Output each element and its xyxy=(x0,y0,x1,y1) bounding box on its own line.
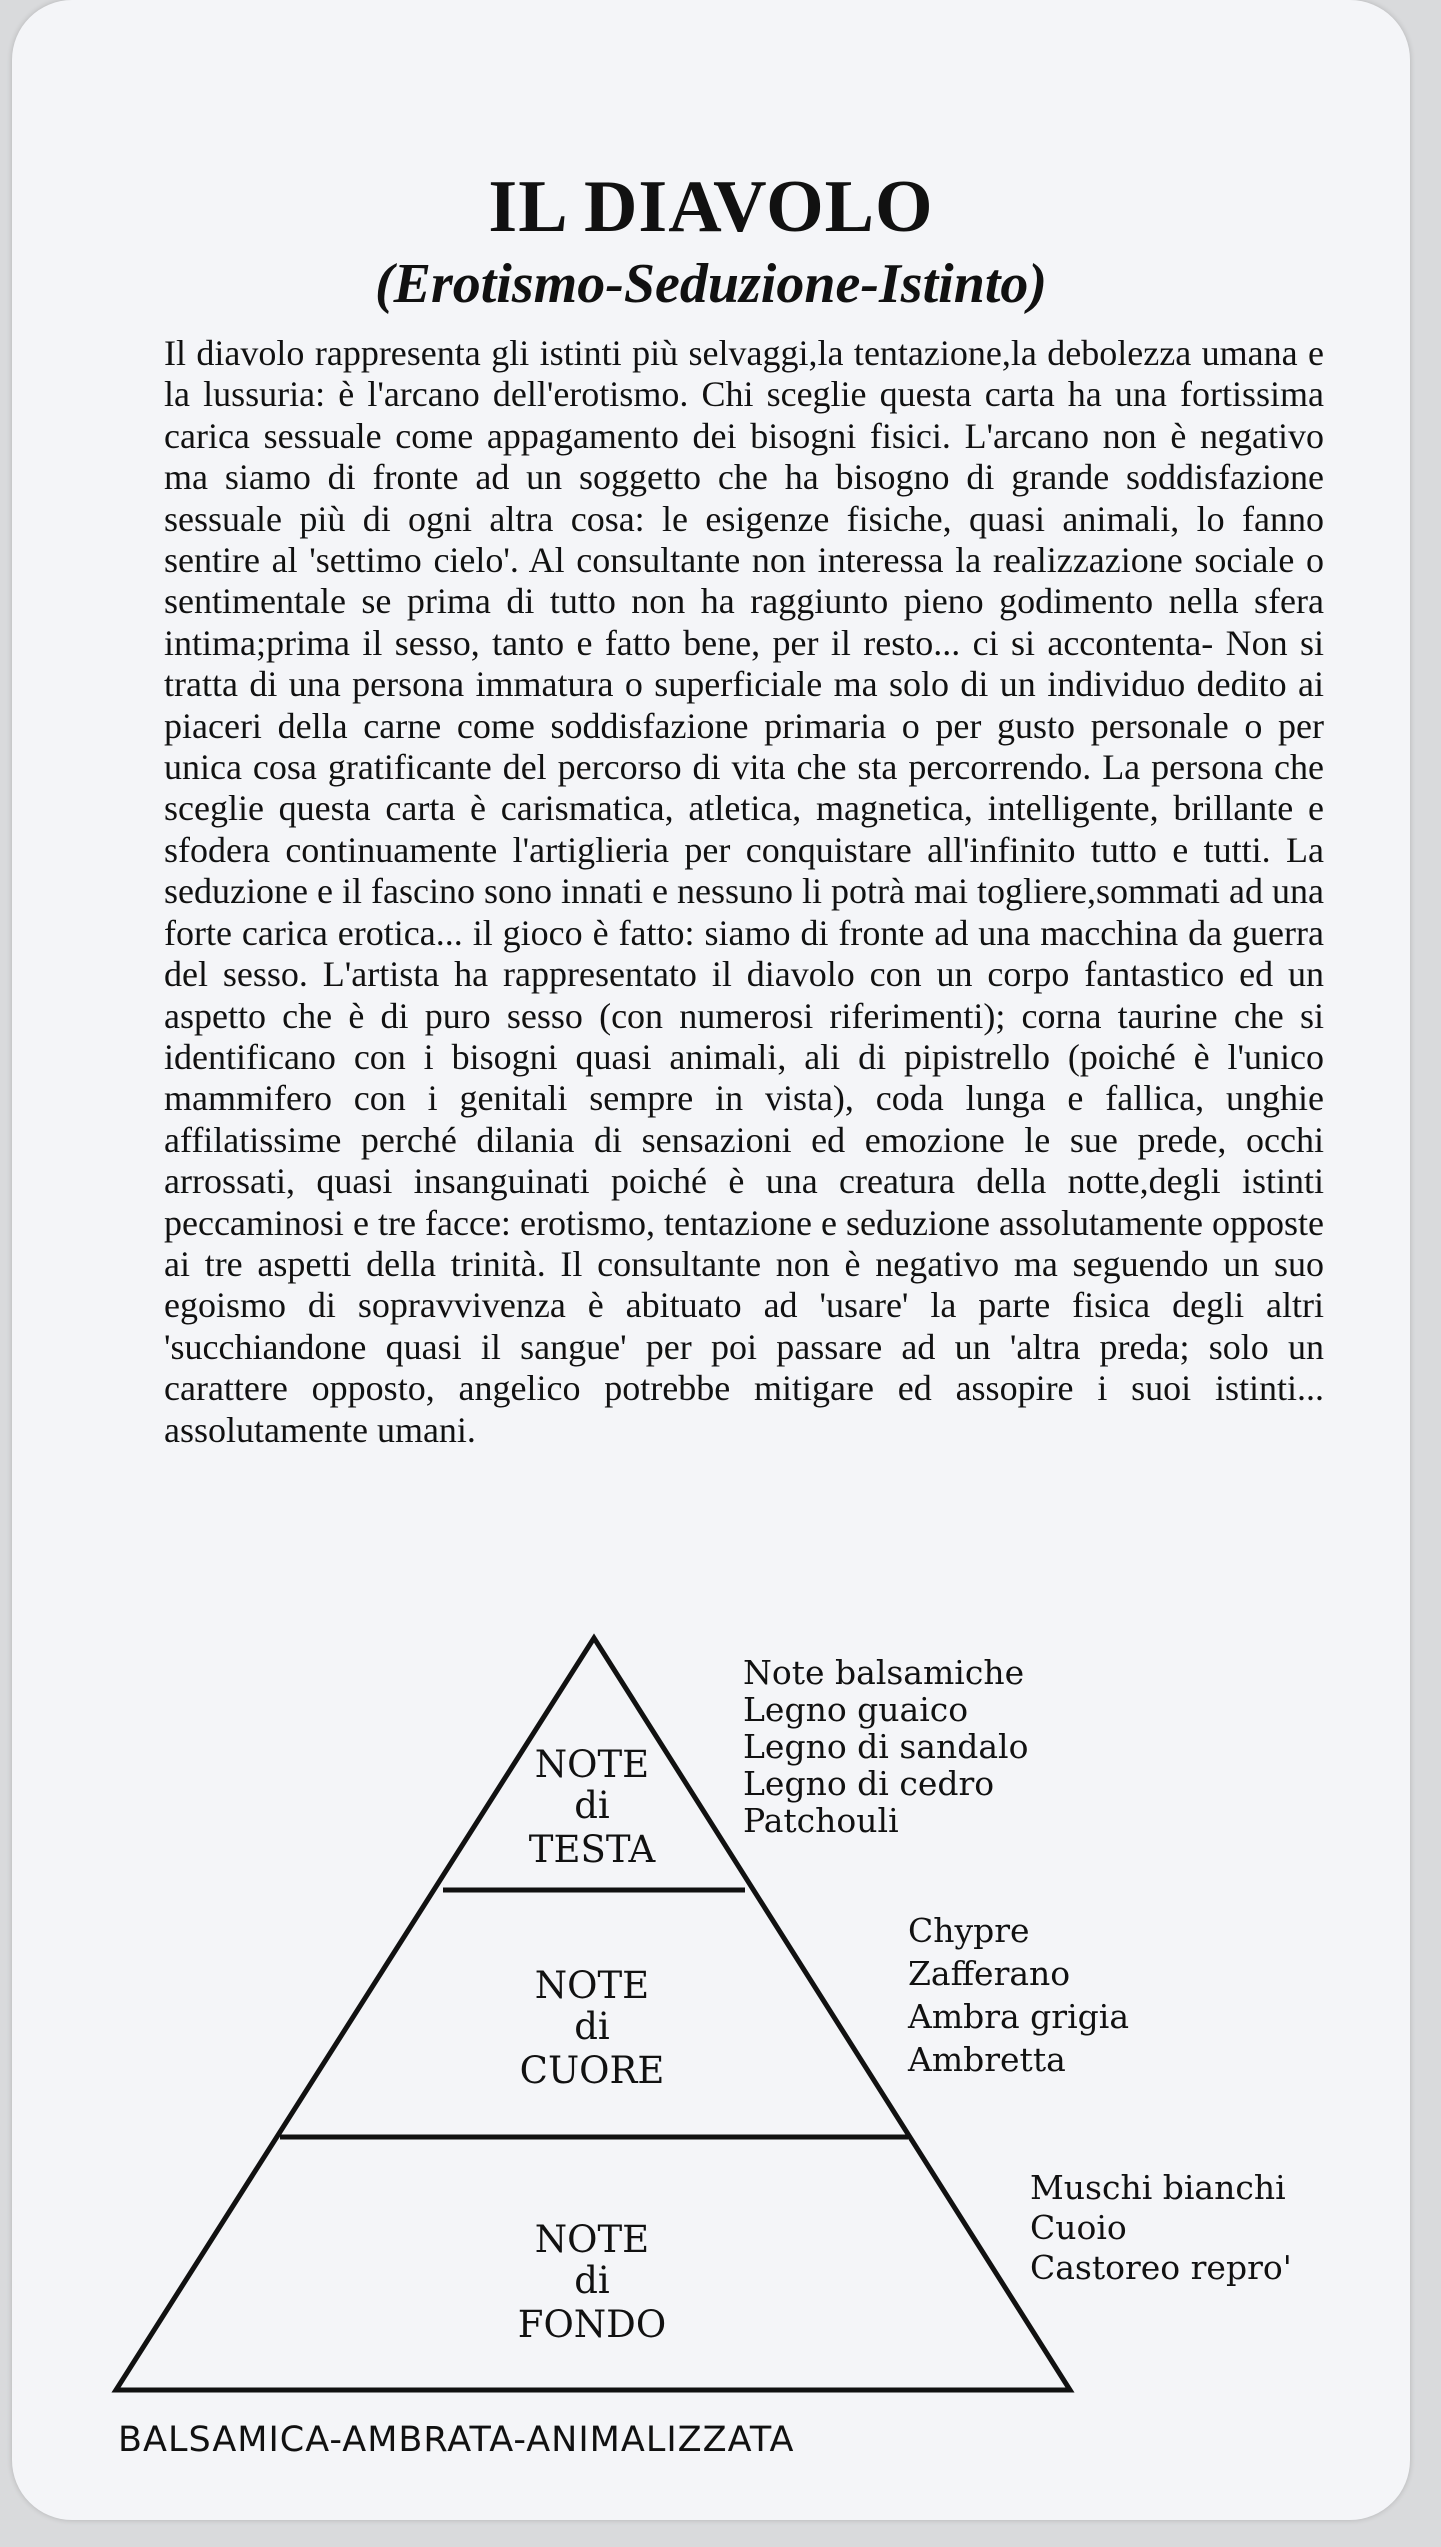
middle-tier-label-line1: NOTE xyxy=(534,1964,650,2007)
top-note-item: Legno di cedro xyxy=(743,1764,995,1803)
top-tier-label-line2: di xyxy=(574,1784,610,1827)
middle-note-item: Ambretta xyxy=(908,2040,1066,2079)
bottom-note-item: Cuoio xyxy=(1030,2208,1127,2247)
middle-note-item: Chypre xyxy=(908,1911,1030,1950)
bottom-tier-label-line2: di xyxy=(574,2259,610,2302)
bottom-tier-label-line3: FONDO xyxy=(517,2303,667,2346)
middle-note-item: Zafferano xyxy=(908,1954,1071,1993)
bottom-tier-label-line1: NOTE xyxy=(534,2218,650,2261)
top-tier-label-line1: NOTE xyxy=(534,1743,650,1786)
card-description: Il diavolo rappresenta gli istinti più selvaggi,la tentazione,la debolezza umana e la lussuria: è l'arcano dell'erotismo. Chi sceglie questa carta ha una fortissima carica sessuale come appagamento dei bisogni fisici. L'arcano non è negativo ma siamo di fronte ad un soggetto che ha bisogno di grande soddisfazione sessuale più di ogni altra cosa: le esigenze fisiche, quasi animali, lo fanno sentire al 'settimo cielo'. Al consultante non interessa la realizzazione sociale o sentimentale se prima di tutto non ha raggiunto pieno godimento nella sfera intima;prima il sesso, tanto e fatto bene, per il resto... ci si accontenta- Non si tratta di una persona immatura o superficiale ma solo di un individuo dedito ai piaceri della carne come soddisfazione primaria o per gusto personale o per unica cosa gratificante del percorso di vita che sta percorrendo. La persona che sceglie questa carta è carismatica, atletica, magnetica, intelligente, brillante e sfodera continuamente l'artiglieria per conquistare all'infinito tutto e tutti. La seduzione e il fascino sono innati e nessuno li potrà mai togliere,sommati ad una forte carica erotica... il gioco è fatto: siamo di fronte ad una macchina da guerra del sesso. L'artista ha rappresentato il diavolo con un corpo fantastico ed un aspetto che è di puro sesso (con numerosi riferimenti); corna taurine che si identificano con i bisogni quasi animali, ali di pipistrello (poiché è l'unico mammifero con i genitali sempre in vista), coda lunga e fallica, unghie affilatissime perché dilania di sensazioni ed emozione le sue prede, occhi arrossati, quasi insanguinati poiché è una creatura della notte,degli istinti peccaminosi e tre facce: erotismo, tentazione e seduzione assolutamente opposte ai tre aspetti della trinità. Il consultante non è negativo ma seguendo un suo egoismo di sopravvivenza è abituato ad 'usare' la parte fisica degli altri 'succhiandone quasi il sangue' per poi passare ad un 'altra preda; solo un carattere opposto, angelico potrebbe mitigare ed assopire i suoi istinti... assolutamente umani. xyxy=(164,333,1324,1450)
bottom-note-item: Castoreo repro' xyxy=(1030,2248,1292,2287)
middle-note-item: Ambra grigia xyxy=(908,1997,1129,2036)
top-notes-list xyxy=(743,1654,1028,1839)
bottom-notes-list xyxy=(1030,2168,1292,2288)
bottom-note-item: Muschi bianchi xyxy=(1030,2168,1286,2207)
middle-notes-list xyxy=(908,1909,1129,2081)
top-note-item: Patchouli xyxy=(743,1801,899,1840)
fragrance-family-footer: BALSAMICA-AMBRATA-ANIMALIZZATA xyxy=(118,2420,795,2460)
card-subtitle: (Erotismo-Seduzione-Istinto) xyxy=(374,253,1048,315)
top-note-item: Note balsamiche xyxy=(743,1653,1025,1692)
card-title: IL DIAVOLO xyxy=(488,166,934,248)
middle-tier-label-line3: CUORE xyxy=(519,2049,665,2092)
fragrance-pyramid xyxy=(12,0,1410,2520)
middle-tier-label-line2: di xyxy=(574,2005,610,2048)
top-note-item: Legno di sandalo xyxy=(743,1727,1029,1766)
top-tier-label-line3: TESTA xyxy=(528,1828,656,1871)
tarot-card xyxy=(12,0,1410,2520)
top-note-item: Legno guaico xyxy=(743,1690,969,1729)
